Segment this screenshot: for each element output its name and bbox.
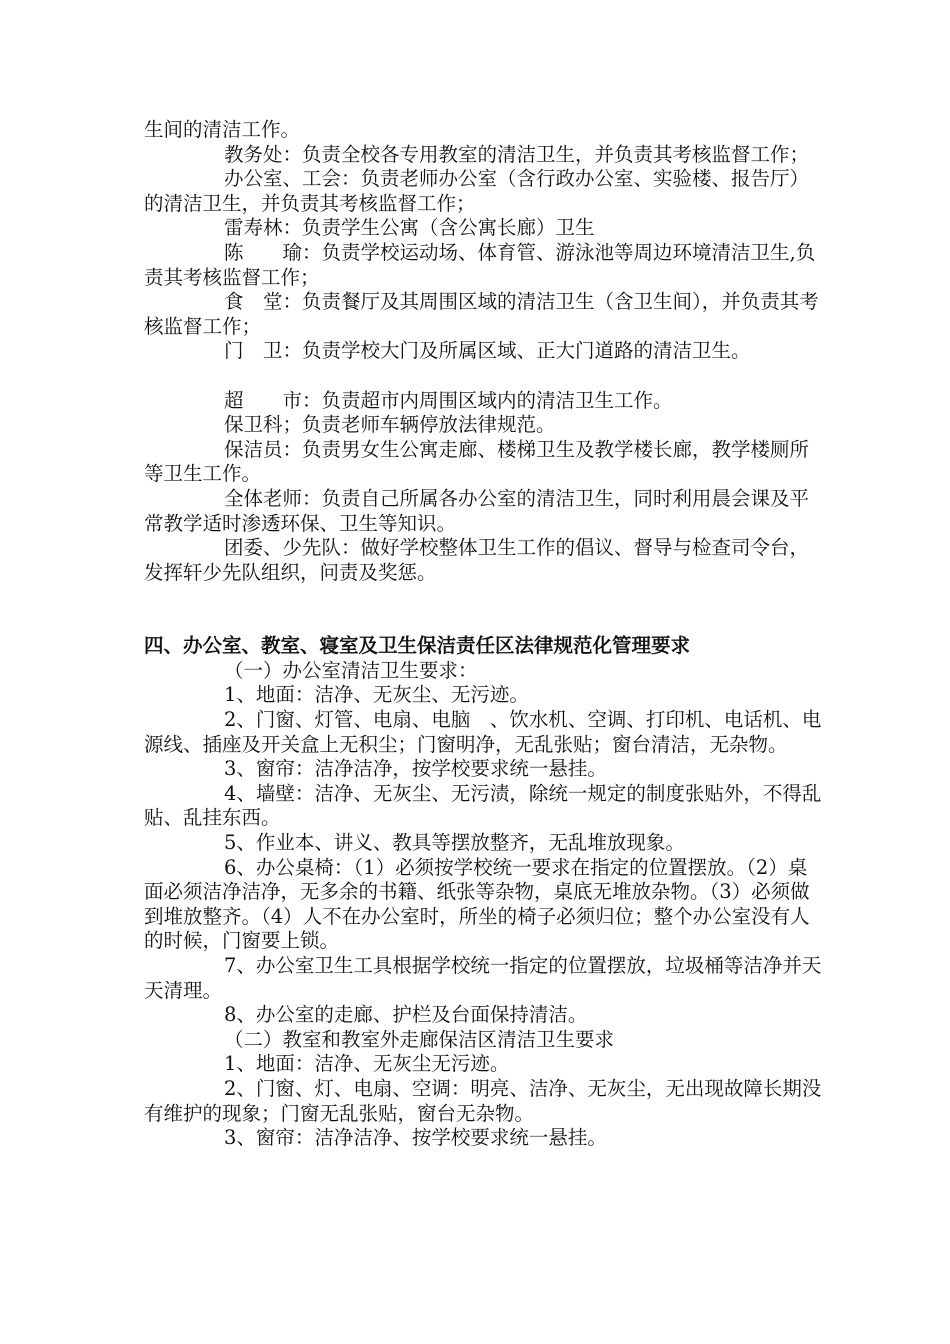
list-item: 1、地面：洁净、无灰尘无污迹。 — [224, 1052, 510, 1076]
duty-cleaners: 保洁员：负责男女生公寓走廊、楼梯卫生及教学楼长廊，教学楼厕所等卫生工作。 — [144, 437, 810, 486]
duty-lei-shoulin: 雷寿林：负责学生公寓（含公寓长廊）卫生 — [224, 216, 595, 240]
text-line: 生间的清洁工作。 — [144, 118, 301, 141]
list-item: 2、门窗、灯、电扇、空调：明亮、洁净、无灰尘，无出现故障长期没有维护的现象；门窗无乱张贴，窗台无杂物。 — [144, 1076, 822, 1125]
duty-academic-office: 教务处：负责全校各专用教室的清洁卫生，并负责其考核监督工作； — [224, 142, 810, 166]
document-page — [144, 118, 824, 1151]
spacer — [144, 364, 824, 389]
duty-office-union: 办公室、工会：负责老师办公室（含行政办公室、实验楼、报告厅）的清洁卫生，并负责其考核监督工作； — [144, 167, 810, 215]
section-heading: 四、办公室、教室、寝室及卫生保洁责任区法律规范化管理要求 — [144, 634, 691, 658]
subsection-title: （一）办公室清洁卫生要求： — [224, 658, 478, 682]
list-item: 8、办公室的走廊、护栏及台面保持清洁。 — [224, 1003, 588, 1027]
list-item: 6、办公桌椅：（1）必须按学校统一要求在指定的位置摆放。（2）桌面必须洁净洁净，无多余的书籍、纸张等杂物，桌底无堆放杂物。（3）必须做到堆放整齐。（4）人不在办公室时，所坐的椅子必须归位；整个办公室没有人的时候，门窗要上锁。 — [144, 855, 810, 953]
list-item: 7、办公室卫生工具根据学校统一指定的位置摆放，垃圾桶等洁净并天天清理。 — [144, 954, 822, 1002]
subsection-title: （二）教室和教室外走廊保洁区清洁卫生要求 — [224, 1027, 615, 1051]
duty-chen-yu: 陈 瑜：负责学校运动场、体育管、游泳池等周边环境清洁卫生,负责其考核监督工作； — [144, 240, 816, 289]
list-item: 3、窗帘：洁净洁净、按学校要求统一悬挂。 — [224, 1126, 607, 1150]
duty-gatekeeper: 门 卫：负责学校大门及所属区域、正大门道路的清洁卫生。 — [224, 339, 751, 363]
duty-youth-league: 团委、少先队：做好学校整体卫生工作的倡议、督导与检查司令台，发挥轩少先队组织，问责及奖惩。 — [144, 536, 810, 584]
list-item: 1、地面：洁净、无灰尘、无污迹。 — [224, 683, 529, 707]
list-item: 4、墙壁：洁净、无灰尘、无污渍，除统一规定的制度张贴外，不得乱贴、乱挂东西。 — [144, 781, 822, 830]
duty-supermarket: 超 市：负责超市内周围区域内的清洁卫生工作。 — [224, 388, 673, 412]
duty-teachers: 全体老师：负责自己所属各办公室的清洁卫生，同时利用晨会课及平常教学适时渗透环保、卫生等知识。 — [144, 486, 810, 535]
list-item: 3、窗帘：洁净洁净，按学校要求统一悬挂。 — [224, 757, 607, 781]
duty-security: 保卫科；负责老师车辆停放法律规范。 — [224, 413, 556, 437]
duty-canteen: 食 堂：负责餐厅及其周围区域的清洁卫生（含卫生间），并负责其考核监督工作； — [144, 290, 819, 338]
list-item: 2、门窗、灯管、电扇、电脑 、饮水机、空调、打印机、电话机、电源线、插座及开关盒上无积尘；门窗明净，无乱张贴；窗台清洁，无杂物。 — [144, 708, 822, 756]
spacer — [144, 585, 824, 634]
list-item: 5、作业本、讲义、教具等摆放整齐，无乱堆放现象。 — [224, 831, 685, 855]
